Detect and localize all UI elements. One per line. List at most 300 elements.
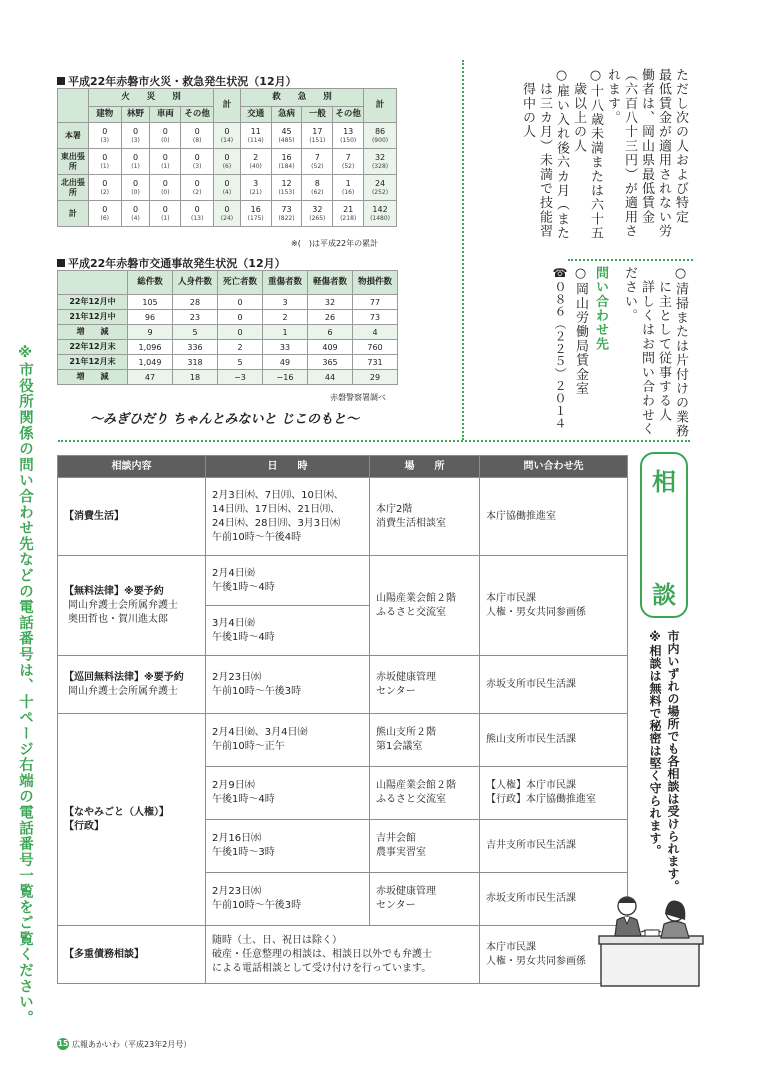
category-sub: 奥田哲也・賀川進太郎 [68, 613, 168, 625]
consult-category [58, 478, 206, 556]
fire-cell [271, 149, 302, 175]
cell-value: 0 [194, 179, 200, 188]
fire-cell [181, 149, 214, 175]
text-line: 24日㈭、28日㈪、3月3日㈭ [212, 517, 341, 529]
traffic-stats-title: 平成22年赤磐市交通事故発生状況（12月） [57, 255, 286, 271]
cell-cumulative: (0) [161, 137, 170, 144]
traffic-row-label: 増 減 [58, 370, 128, 385]
consult-place [370, 873, 480, 926]
wage-text-line: 得中の人 [520, 68, 535, 139]
traffic-cell: 49 [263, 355, 308, 370]
cell-value: 0 [102, 127, 108, 136]
cell-value: 13 [343, 127, 354, 136]
traffic-cell: 73 [353, 310, 398, 325]
traffic-cell: 0 [218, 295, 263, 310]
text-line: 吉井会館 [376, 833, 416, 844]
fire-group-header: 火 災 別 [88, 89, 213, 107]
inquiry-label: 問い合わせ先 [593, 266, 608, 352]
fire-cell [271, 175, 302, 201]
fire-cell [88, 201, 121, 227]
ambulance-total-header: 計 [364, 89, 397, 123]
traffic-cell: 96 [128, 310, 173, 325]
traffic-cell: 5 [173, 325, 218, 340]
cell-cumulative: (3) [131, 137, 140, 144]
cell-value: 7 [345, 153, 351, 162]
traffic-cell: 336 [173, 340, 218, 355]
text-line: 2月4日㈮、3月4日㈮ [212, 727, 308, 738]
traffic-col-header: 死亡者数 [218, 271, 263, 295]
fire-cell [150, 175, 181, 201]
wage-text-line: れます。 [605, 68, 620, 125]
cell-value: 0 [162, 153, 168, 162]
office-name: ○岡山労働局賃金室 [573, 266, 588, 396]
cell-cumulative: (151) [309, 137, 326, 144]
text-line: 本庁市民課 [486, 592, 536, 604]
category-label: 【無料法律】※要予約 [64, 585, 164, 597]
consult-contact [480, 820, 628, 873]
wage-text-line: は三カ月）未満で技能習 [537, 68, 552, 239]
text-line: 2月4日㈮ [212, 567, 255, 579]
text-line: 午前10時〜正午 [212, 741, 285, 752]
traffic-row-label: 22年12月中 [58, 295, 128, 310]
fire-row-label: 北出張所 [58, 175, 89, 201]
fire-col-header: 急病 [271, 107, 302, 123]
text-line: 2月9日㈬ [212, 780, 255, 791]
fire-row [58, 149, 397, 175]
traffic-row-label: 増 減 [58, 325, 128, 340]
text-line: 2月23日㈬ [212, 671, 262, 683]
fire-stats-table [57, 88, 397, 227]
traffic-cell: 29 [353, 370, 398, 385]
fire-cell [240, 123, 271, 149]
text-line: 午前10時〜午後3時 [212, 900, 302, 911]
consult-heading-char-1: 相 [652, 467, 676, 496]
cell-cumulative: (252) [371, 189, 389, 196]
fire-cell [333, 149, 364, 175]
cell-value: 32 [312, 205, 323, 214]
wage-text-line: に主として従事する人 [656, 266, 671, 423]
cell-cumulative: (3) [192, 163, 202, 170]
consult-desc-2: ※相談は無料で秘密は堅く守られます。 [648, 630, 662, 857]
fire-cell [240, 201, 271, 227]
cell-cumulative: (16) [342, 189, 355, 196]
fire-cell [302, 201, 333, 227]
cell-cumulative: (6) [100, 215, 109, 222]
consult-desc-1: 市内いずれの場所でも各相談は受けられます。 [666, 630, 680, 893]
cell-cumulative: (1) [100, 163, 109, 170]
text-line: 人権・男女共同参画係 [486, 606, 586, 618]
consult-date [206, 478, 370, 556]
consult-place [370, 556, 480, 656]
fire-cell [364, 149, 397, 175]
traffic-cell: 47 [128, 370, 173, 385]
fire-cell [271, 123, 302, 149]
traffic-row [58, 325, 398, 340]
cell-cumulative: (1) [161, 163, 170, 170]
cell-cumulative: (8) [192, 137, 202, 144]
cell-value: 0 [224, 153, 230, 162]
consult-row [58, 926, 628, 984]
cell-value: 0 [162, 127, 168, 136]
cell-value: 142 [372, 205, 388, 214]
cell-cumulative: (1) [131, 163, 140, 170]
wage-text-line: ○雇い入れ後六カ月（また [554, 68, 569, 241]
traffic-cell: 105 [128, 295, 173, 310]
cell-value: 0 [102, 179, 108, 188]
text-line: 2月23日㈬ [212, 886, 262, 897]
traffic-cell: 1,049 [128, 355, 173, 370]
traffic-col-header: 重傷者数 [263, 271, 308, 295]
wage-text-block-2 [621, 266, 689, 439]
consult-date [206, 873, 370, 926]
wage-text-block [519, 68, 689, 253]
traffic-cell: 6 [308, 325, 353, 340]
fire-cell [88, 175, 121, 201]
cell-value: 0 [224, 179, 230, 188]
consult-col-header: 問い合わせ先 [480, 456, 628, 478]
text-line: 随時（土、日、祝日は除く） [212, 934, 342, 946]
fire-row-label: 計 [58, 201, 89, 227]
traffic-cell: 0 [218, 310, 263, 325]
cell-value: 1 [345, 179, 351, 188]
traffic-row-label: 22年12月末 [58, 340, 128, 355]
traffic-cell: 365 [308, 355, 353, 370]
consult-row [58, 714, 628, 767]
consult-contact [480, 478, 628, 556]
cell-cumulative: (52) [311, 163, 324, 170]
fire-cell [333, 201, 364, 227]
cell-cumulative: (485) [278, 137, 295, 144]
cell-cumulative: (0) [131, 189, 140, 196]
consult-category [58, 926, 206, 984]
traffic-cell: 77 [353, 295, 398, 310]
traffic-cell: 23 [173, 310, 218, 325]
cell-value: 2 [253, 153, 259, 162]
consult-date [206, 606, 370, 656]
fire-row-label: 本署 [58, 123, 89, 149]
traffic-row-label: 21年12月末 [58, 355, 128, 370]
cell-value: 17 [312, 127, 323, 136]
wage-text-line: ○清掃または片付けの業務 [673, 266, 688, 439]
cell-value: 0 [194, 153, 200, 162]
cell-cumulative: (52) [342, 163, 355, 170]
cell-cumulative: (3) [100, 137, 109, 144]
fire-cell [181, 201, 214, 227]
cell-value: 0 [133, 127, 139, 136]
text-line: 赤坂健康管理 [376, 886, 436, 897]
cell-cumulative: (822) [278, 215, 295, 222]
fire-cell [364, 175, 397, 201]
cell-cumulative: (1480) [370, 215, 391, 222]
consult-place [370, 820, 480, 873]
cell-cumulative: (24) [220, 215, 234, 222]
text-line: センター [376, 685, 416, 697]
text-line: による電話相談として受け付けを行っています。 [212, 962, 432, 974]
cell-value: 0 [224, 127, 230, 136]
fire-cell [121, 201, 150, 227]
cell-cumulative: (62) [311, 189, 324, 196]
consult-contact [480, 767, 628, 820]
footer-text: 広報あかいわ（平成23年2月号） [72, 1040, 192, 1049]
traffic-cell: −3 [218, 370, 263, 385]
text-line: 午後1時〜3時 [212, 847, 275, 858]
fire-cell [214, 201, 241, 227]
traffic-row-label: 21年12月中 [58, 310, 128, 325]
text-line: 午後1時〜4時 [212, 581, 275, 593]
consult-category [58, 656, 206, 714]
text-line: 本庁市民課 [486, 941, 536, 953]
consult-place [370, 478, 480, 556]
category-sub: 岡山弁護士会所属弁護士 [68, 685, 178, 697]
fire-cell [333, 175, 364, 201]
cell-value: 0 [133, 179, 139, 188]
text-line: 3月4日㈮ [212, 617, 255, 629]
fire-col-header: 交通 [240, 107, 271, 123]
text-line: 消費生活相談室 [376, 517, 446, 529]
category-label: 【多重債務相談】 [64, 948, 144, 960]
text-line: 赤坂健康管理 [376, 671, 436, 683]
traffic-cell: 409 [308, 340, 353, 355]
traffic-row [58, 340, 398, 355]
traffic-col-header: 軽傷者数 [308, 271, 353, 295]
consult-table [57, 455, 628, 984]
consult-category [58, 714, 206, 926]
text-line: センター [376, 900, 416, 911]
consult-heading-char-2: 談 [652, 580, 676, 609]
traffic-cell: 33 [263, 340, 308, 355]
text-line: 午前10時〜午後4時 [212, 531, 302, 543]
fire-stats-title: 平成22年赤磐市火災・救急発生状況（12月） [57, 73, 297, 89]
text-line: 人権・男女共同参画係 [486, 955, 586, 967]
fire-cell [88, 123, 121, 149]
text-line: 2月3日㈭、7日㈪、10日㈭、 [212, 489, 344, 501]
fire-cell [121, 175, 150, 201]
fire-col-header: 一般 [302, 107, 333, 123]
text-line: 2月16日㈬ [212, 833, 262, 844]
page-number: 15 [57, 1039, 69, 1048]
cell-value: 32 [374, 153, 386, 162]
cell-value: 73 [281, 205, 292, 214]
wage-text-line: ただし次の人および特定 [673, 68, 688, 225]
text-line: 午後1時〜4時 [212, 794, 275, 805]
traffic-col-header: 物損件数 [353, 271, 398, 295]
wage-text-line: 歳以上の人 [571, 68, 586, 154]
text-line: 【人権】本庁市民課 [486, 780, 576, 791]
text-line: 【行政】本庁協働推進室 [486, 794, 596, 805]
consult-contact [480, 556, 628, 656]
wage-text-line: （六百八十三円）が適用さ [622, 68, 637, 239]
cell-cumulative: (265) [309, 215, 326, 222]
cell-cumulative: (13) [191, 215, 204, 222]
text-line: 本庁2階 [376, 503, 413, 515]
consult-contact [480, 714, 628, 767]
cell-cumulative: (21) [249, 189, 262, 196]
traffic-cell: 9 [128, 325, 173, 340]
traffic-cell: 32 [308, 295, 353, 310]
consultation-illustration [597, 890, 707, 995]
fire-col-header: その他 [181, 107, 214, 123]
consult-row [58, 478, 628, 556]
text-line: 赤坂支所市民生活課 [486, 893, 576, 904]
cell-value: 86 [374, 127, 386, 136]
traffic-col-header: 人身件数 [173, 271, 218, 295]
text-line: 午後1時〜4時 [212, 631, 275, 643]
consult-place [370, 714, 480, 767]
cell-value: 0 [133, 205, 139, 214]
traffic-cell: 44 [308, 370, 353, 385]
text-line: 赤坂支所市民生活課 [486, 678, 576, 690]
fire-col-header: 車両 [150, 107, 181, 123]
text-line: 第1会議室 [376, 741, 423, 752]
cell-cumulative: (900) [371, 137, 389, 144]
cell-value: 0 [194, 127, 200, 136]
traffic-cell: 1,096 [128, 340, 173, 355]
text-line: 破産・任意整理の相談は、相談日以外でも弁護士 [212, 948, 432, 960]
fire-cell [121, 149, 150, 175]
consult-date [206, 556, 370, 606]
text-line: 14日㈪、17日㈭、21日㈪、 [212, 503, 341, 515]
traffic-row [58, 370, 398, 385]
cell-cumulative: (4) [222, 189, 232, 196]
fire-cell [150, 201, 181, 227]
fire-row [58, 123, 397, 149]
consult-row [58, 656, 628, 714]
cell-value: 45 [281, 127, 292, 136]
safety-slogan: 〜みぎひだり ちゃんとみないと じこのもと〜 [90, 412, 360, 427]
cell-cumulative: (0) [161, 189, 170, 196]
fire-cell [181, 123, 214, 149]
cell-cumulative: (2) [192, 189, 202, 196]
cell-value: 16 [250, 205, 261, 214]
text-line: 山陽産業会館２階 [376, 592, 456, 604]
cell-value: 8 [314, 179, 320, 188]
fire-col-header: 建物 [88, 107, 121, 123]
category-label: 【巡回無料法律】※要予約 [64, 671, 184, 683]
traffic-cell: 2 [218, 340, 263, 355]
consult-category [58, 556, 206, 656]
cell-value: 7 [314, 153, 320, 162]
cell-cumulative: (218) [340, 215, 357, 222]
cell-value: 21 [343, 205, 354, 214]
wage-text-line: 詳しくはお問い合わせく [639, 266, 654, 437]
category-sub: 岡山弁護士会所属弁護士 [68, 599, 178, 611]
cell-value: 0 [162, 205, 168, 214]
traffic-corner [58, 271, 128, 295]
text-line: 農事実習室 [376, 847, 426, 858]
cell-value: 11 [250, 127, 261, 136]
fire-cell [271, 201, 302, 227]
traffic-col-header: 総件数 [128, 271, 173, 295]
traffic-row [58, 355, 398, 370]
fire-cell [88, 149, 121, 175]
category-label: 【消費生活】 [64, 510, 124, 522]
fire-row [58, 175, 397, 201]
traffic-row [58, 310, 398, 325]
fire-cell [333, 123, 364, 149]
traffic-row [58, 295, 398, 310]
cell-cumulative: (150) [340, 137, 357, 144]
fire-row [58, 201, 397, 227]
fire-col-header: その他 [333, 107, 364, 123]
fire-cell [214, 123, 241, 149]
traffic-stats-table [57, 270, 398, 385]
traffic-cell: 28 [173, 295, 218, 310]
cell-cumulative: (4) [131, 215, 140, 222]
cell-value: 16 [281, 153, 292, 162]
cell-cumulative: (114) [247, 137, 264, 144]
cell-cumulative: (2) [100, 189, 109, 196]
section-divider [58, 440, 690, 442]
cell-value: 0 [102, 153, 108, 162]
wage-text-line: 最低賃金が適用されない労 [656, 68, 671, 239]
text-line: ふるさと交流室 [376, 794, 446, 805]
cell-cumulative: (1) [161, 215, 170, 222]
wage-text-line: 働者は、岡山県最低賃金 [639, 68, 654, 225]
cell-value: 0 [133, 153, 139, 162]
wage-text-line: ださい。 [622, 266, 637, 323]
consult-col-header: 場 所 [370, 456, 480, 478]
consult-date [206, 714, 370, 767]
cell-cumulative: (6) [222, 163, 232, 170]
cell-cumulative: (184) [278, 163, 295, 170]
traffic-source: 赤磐警察署調べ [330, 393, 386, 402]
fire-cell [181, 175, 214, 201]
fire-cell [121, 123, 150, 149]
fire-cell [214, 149, 241, 175]
traffic-cell: −16 [263, 370, 308, 385]
traffic-cell: 26 [308, 310, 353, 325]
cell-value: 0 [162, 179, 168, 188]
cell-value: 0 [102, 205, 108, 214]
consult-date [206, 926, 480, 984]
fire-cell [240, 175, 271, 201]
text-line: 吉井支所市民生活課 [486, 840, 576, 851]
traffic-cell: 18 [173, 370, 218, 385]
fire-stats-note: ※( )は平成22年の累計 [291, 239, 379, 248]
cell-value: 3 [253, 179, 259, 188]
cell-cumulative: (153) [278, 189, 295, 196]
traffic-cell: 318 [173, 355, 218, 370]
cell-cumulative: (14) [220, 137, 234, 144]
cell-cumulative: (328) [371, 163, 389, 170]
consult-place [370, 767, 480, 820]
fire-cell [150, 149, 181, 175]
ambulance-group-header: 救 急 別 [240, 89, 363, 107]
traffic-cell: 760 [353, 340, 398, 355]
fire-row-label: 東出張所 [58, 149, 89, 175]
wage-text-line: ○十八歳未満または六十五 [588, 68, 603, 241]
traffic-cell: 3 [263, 295, 308, 310]
traffic-cell: 2 [263, 310, 308, 325]
text-line: 午前10時〜午後3時 [212, 685, 302, 697]
fire-cell [214, 175, 241, 201]
traffic-cell: 5 [218, 355, 263, 370]
wage-divider [568, 259, 693, 261]
cell-cumulative: (40) [249, 163, 262, 170]
cell-value: 0 [194, 205, 200, 214]
traffic-cell: 731 [353, 355, 398, 370]
traffic-cell: 0 [218, 325, 263, 340]
category-label: 【なやみごと（人権）】 [64, 806, 169, 818]
text-line: 熊山支所２階 [376, 727, 436, 738]
fire-cell [240, 149, 271, 175]
fire-cell [364, 123, 397, 149]
fire-cell [302, 175, 333, 201]
consult-date [206, 820, 370, 873]
traffic-cell: 1 [263, 325, 308, 340]
side-note: ※市役所関係の問い合わせ先などの電話番号は、十ページ右端の電話番号一覧をご覧ください。 [17, 345, 33, 1026]
text-line: 山陽産業会館２階 [376, 780, 456, 791]
